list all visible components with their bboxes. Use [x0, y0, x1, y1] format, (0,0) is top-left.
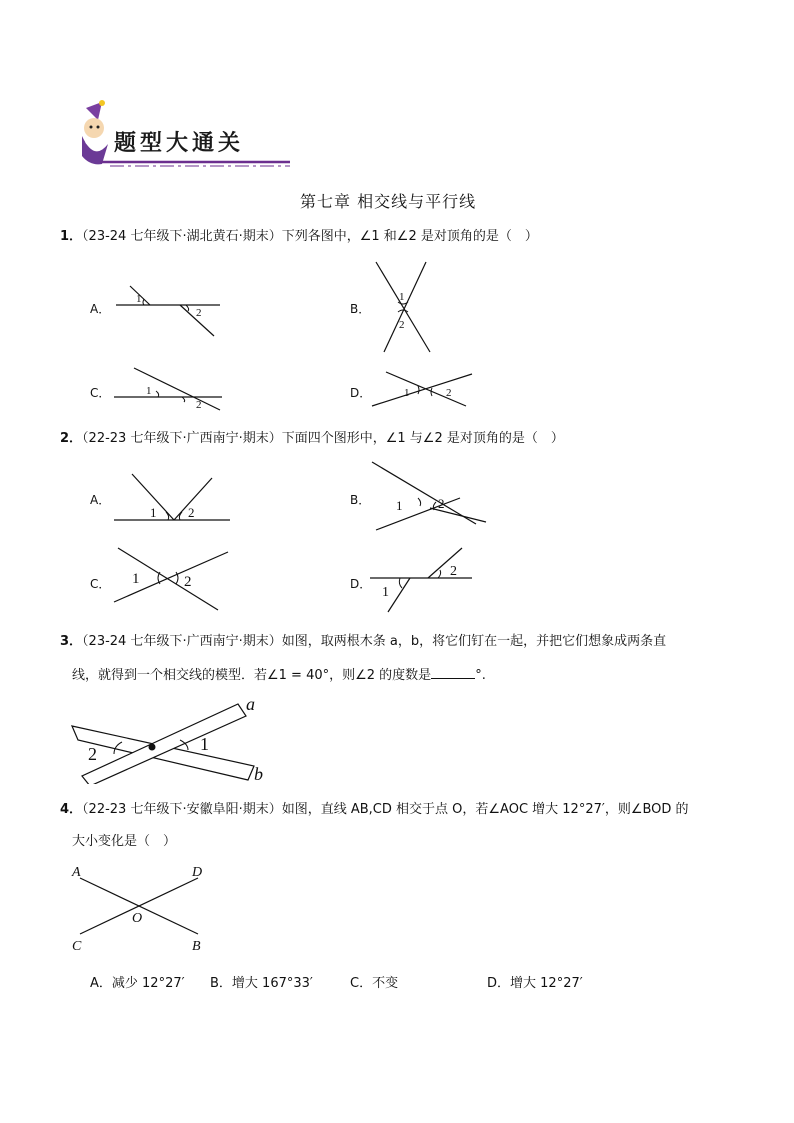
q1-number: 1．	[60, 229, 83, 244]
q2-option-d-label: D．	[350, 577, 372, 591]
q1d-label-2: 2	[446, 387, 452, 399]
q1c-label-1: 1	[146, 385, 152, 397]
q2b-label-1: 1	[396, 498, 403, 513]
q3-label-a: a	[246, 694, 255, 714]
q3-label-b: b	[254, 764, 263, 784]
q3-figure	[70, 694, 280, 784]
q2-option-a-label: A．	[90, 493, 111, 507]
q3-text-2b: °.	[475, 668, 486, 683]
q4-label-o: O	[132, 911, 143, 926]
q4-source: （22-23 七年级下·安徽阜阳·期末）	[82, 802, 282, 817]
q4-choice-c-text: 不变	[372, 976, 399, 991]
q4-text-1: 如图，直线 AB,CD 相交于点 O，若∠AOC 增大 12°27′，则∠BOD 的	[281, 802, 689, 817]
q2d-label-1: 1	[382, 585, 389, 600]
question-3-line-1	[60, 632, 740, 652]
q4-choice-d[interactable]	[487, 972, 583, 991]
q1b-label-2: 2	[399, 319, 405, 331]
q4-choice-b-text: 增大 167°33′	[231, 976, 313, 991]
q2-text: 下面四个图形中，∠1 与∠2 是对顶角的是（ ）	[281, 431, 564, 446]
chapter-title: 第七章 相交线与平行线	[300, 192, 477, 211]
q2-figure-b	[366, 458, 496, 534]
q1-option-d-label: D．	[350, 386, 372, 400]
q4-choice-a-text: 减少 12°27′	[111, 976, 185, 991]
question-4-line-2: 大小变化是（ ）	[72, 834, 177, 849]
q2-figure-a	[112, 470, 242, 530]
q2c-label-1: 1	[132, 571, 140, 587]
q1-option-a-label: A．	[90, 302, 111, 316]
q4-label-b: B	[192, 939, 201, 952]
q1-source: （23-24 七年级下·湖北黄石·期末）	[82, 229, 282, 244]
question-2	[60, 429, 740, 449]
q4-choice-c-label: C．	[350, 976, 373, 991]
q4-choice-a-label: A．	[90, 976, 112, 991]
q1-figure-a	[110, 280, 230, 340]
question-4-line-1	[60, 800, 760, 820]
q2d-label-2: 2	[450, 564, 457, 579]
q1-figure-b	[368, 258, 438, 358]
question-1	[60, 227, 740, 247]
q4-choice-c[interactable]	[350, 972, 398, 991]
q4-choice-d-text: 增大 12°27′	[510, 976, 583, 991]
banner-title: 题型大通关	[114, 130, 245, 156]
q3-text-1: 如图，取两根木条 a，b，将它们钉在一起，并把它们想象成两条直	[281, 634, 667, 649]
q1-text: 下列各图中，∠1 和∠2 是对顶角的是（ ）	[281, 229, 538, 244]
q4-figure	[70, 862, 220, 952]
q3-number: 3．	[60, 634, 83, 649]
q4-choice-b[interactable]	[210, 972, 313, 991]
q2-source: （22-23 七年级下·广西南宁·期末）	[82, 431, 282, 446]
q1-figure-d	[368, 366, 478, 412]
q3-text-2a: 线，就得到一个相交线的模型．若∠1 = 40°，则∠2 的度数是	[72, 668, 432, 683]
q2-option-b-label: B．	[350, 493, 371, 507]
q4-label-a: A	[72, 865, 81, 880]
question-3-line-2	[72, 664, 752, 686]
banner-underline	[100, 158, 290, 168]
q4-choice-a[interactable]	[90, 972, 185, 991]
q2a-label-2: 2	[188, 505, 195, 520]
q2-number: 2．	[60, 431, 83, 446]
q1c-label-2: 2	[196, 399, 202, 411]
q1b-label-1: 1	[399, 291, 405, 303]
q4-number: 4．	[60, 802, 83, 817]
q3-source: （23-24 七年级下·广西南宁·期末）	[82, 634, 282, 649]
q1-option-c-label: C．	[90, 386, 111, 400]
q4-label-c: C	[72, 939, 82, 952]
q3-label-2: 2	[88, 744, 97, 764]
q4-label-d: D	[192, 865, 203, 880]
q4-choice-d-label: D．	[487, 976, 511, 991]
q1-figure-c	[110, 364, 230, 414]
q4-choice-b-label: B．	[210, 976, 232, 991]
q1d-label-1: 1	[404, 387, 410, 399]
q2-figure-d	[368, 544, 478, 614]
q1a-label-2: 2	[196, 307, 202, 319]
q1-option-b-label: B．	[350, 302, 371, 316]
banner	[72, 100, 292, 170]
q3-answer-blank[interactable]	[431, 664, 475, 679]
q2a-label-1: 1	[150, 505, 157, 520]
q2b-label-2: 2	[438, 496, 445, 511]
q1a-label-1: 1	[136, 293, 142, 305]
q3-label-1: 1	[200, 734, 209, 754]
q2-option-c-label: C．	[90, 577, 111, 591]
q2-figure-c	[110, 544, 240, 614]
q2c-label-2: 2	[184, 574, 192, 590]
